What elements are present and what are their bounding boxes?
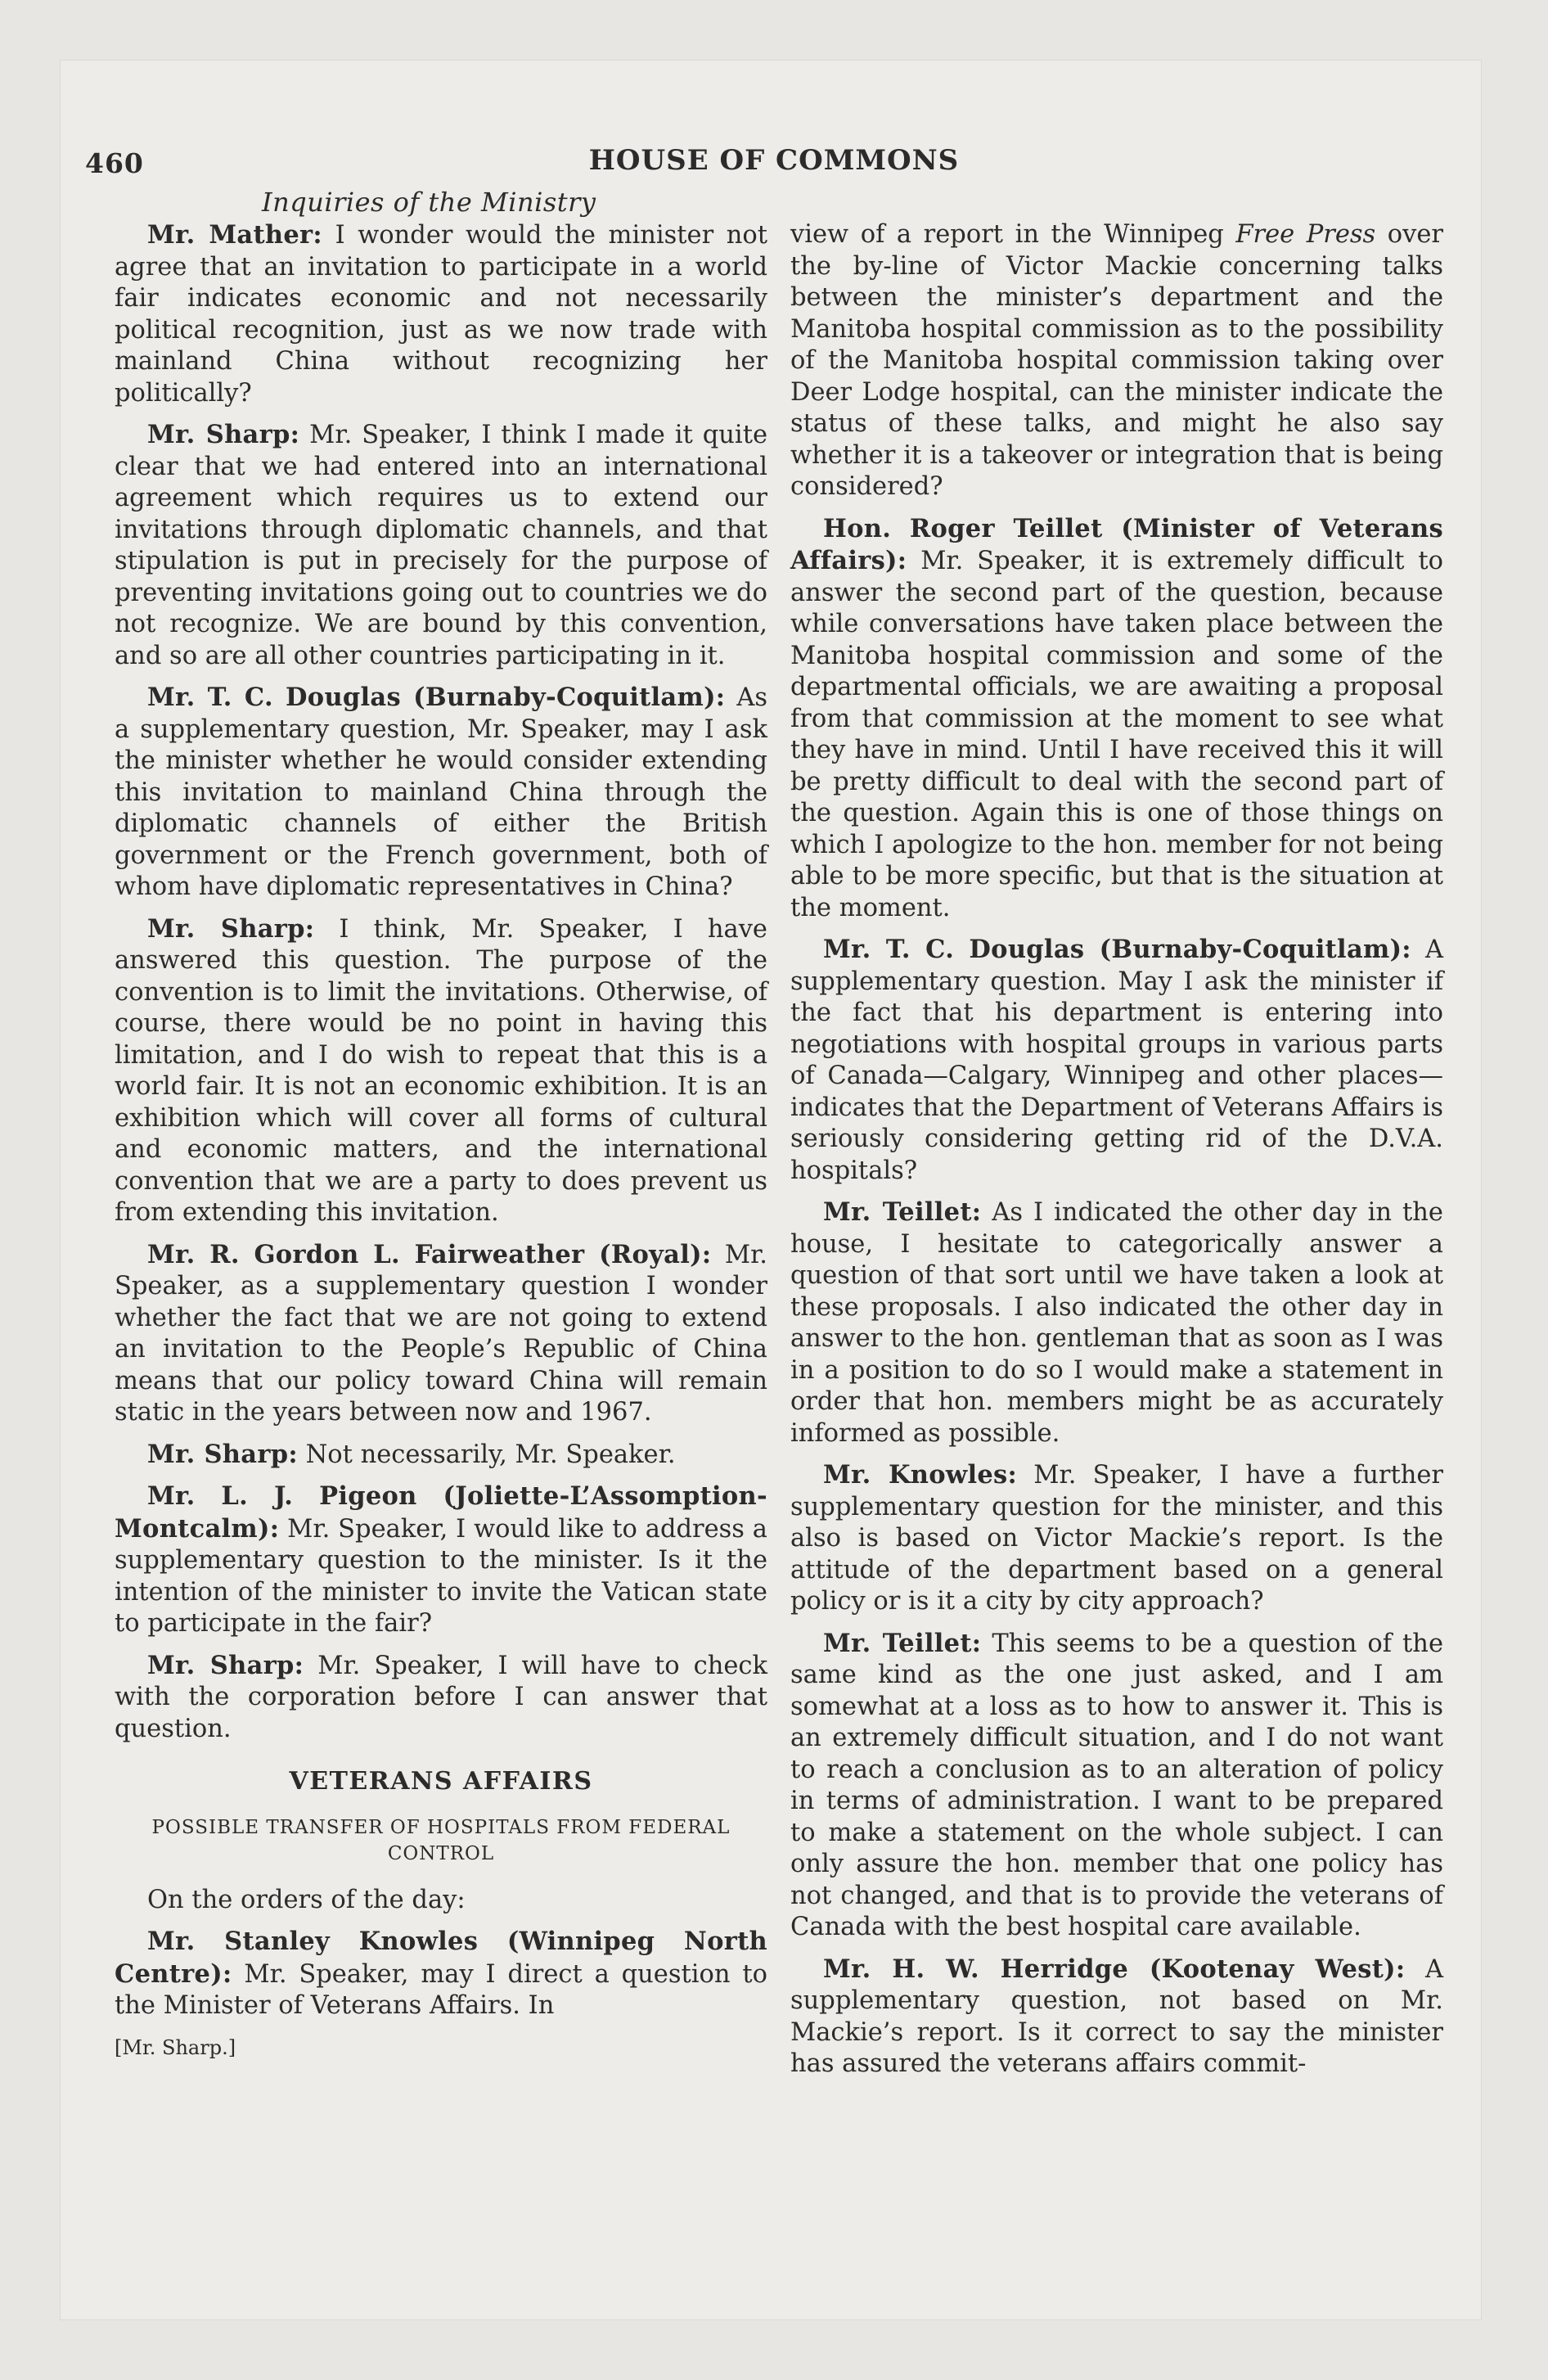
paragraph	[790, 219, 1443, 503]
paragraph	[790, 513, 1443, 925]
speech-text: A supplementary question, not based on Mr. Mackie’s report. Is it correct to say the minister has assured the veterans affairs commit-	[790, 1954, 1443, 2078]
speaker-name: Mr. R. Gordon L. Fairweather (Royal):	[147, 1239, 712, 1269]
paragraph	[115, 682, 767, 904]
speaker-name: Mr. T. C. Douglas (Burnaby-Coquitlam):	[823, 935, 1411, 964]
speech-text: Mr. Speaker, it is extremely difficult to answer the second part of the question, because while conversations have taken place between the Manitoba hospital commission and some of the departmental officials, we are awaiting a proposal from that commission at the moment to see what they have in mind. Until I have received this it will be pretty difficult to deal with the second part of the question. Again this is one of those things on which I apologize to the hon. member for not being able to be more specific, but that is the situation at the moment.	[790, 547, 1443, 922]
speech-text: Mr. Speaker, I think I made it quite clear that we had entered into an international agreement which requires us to extend our invitations through diplomatic channels, and that stipulation is put in precisely for the purpose of preventing invitations going out to countries we do not recognize. We are bound by this convention, and so are all other countries participating in it.	[115, 421, 767, 670]
speaker-name: Mr. Mather:	[147, 220, 322, 250]
paragraph	[790, 934, 1443, 1187]
speech-text: Mr. Speaker, may I direct a question to the Minister of Veterans Affairs. In	[115, 1959, 767, 2020]
orders-of-the-day: On the orders of the day:	[147, 1885, 466, 1914]
paragraph	[115, 1239, 767, 1429]
speaker-name: Mr. T. C. Douglas (Burnaby-Coquitlam):	[147, 683, 726, 712]
speech-text: I wonder would the minister not agree that an invitation to participate in a world fair indicates economic and not necessarily political recognition, just as we now trade with mainland China without recognizing her politically?	[115, 221, 768, 408]
speaker-name: Mr. Sharp:	[147, 420, 300, 449]
speaker-name: Mr. Stanley Knowles (Winnipeg North Centre):	[115, 1927, 767, 1989]
speaker-name: Mr. Sharp:	[147, 1650, 304, 1680]
speaker-name: Mr. L. J. Pigeon (Joliette-L’Assomption-Montcalm):	[115, 1481, 767, 1544]
speaker-name: Mr. Teillet:	[823, 1628, 982, 1658]
paragraph	[115, 1926, 767, 2022]
speech-text: over the by-line of Victor Mackie concerning talks between the minister’s department and the Manitoba hospital commission as to the possibility of the Manitoba hospital commission taking over Deer Lodge hospital, can the minister indicate the status of these talks, and might he also say whether it is a takeover or integration that is being considered?	[790, 220, 1444, 501]
paragraph	[115, 219, 767, 409]
speech-text: Mr. Speaker, I would like to address a supplementary question to the minister. Is it the intention of the minister to invite the Vatican state to participate in the fair?	[115, 1514, 767, 1638]
speech-text: view of a report in the Winnipeg	[790, 220, 1236, 249]
page-number: 460	[85, 147, 144, 179]
paragraph	[115, 1439, 767, 1472]
speaker-name: Mr. H. W. Herridge (Kootenay West):	[823, 1954, 1406, 1984]
speaker-name: Mr. Sharp:	[147, 1439, 298, 1469]
paragraph	[790, 1459, 1443, 1618]
left-column	[115, 219, 767, 2073]
paragraph	[790, 1954, 1443, 2080]
section-heading: VETERANS AFFAIRS	[289, 1767, 593, 1796]
speech-text: This seems to be a question of the same kind as the one just asked, and I am somewhat at a loss as to how to answer it. This is an extremely difficult situation, and I do not want to reach a conclusion as to an alteration of policy in terms of administration. I want to be prepared to make a statement on the whole subject. I can only assure the hon. member that one policy has not changed, and that is to provide the veterans of Canada with the best hospital care available.	[790, 1629, 1443, 1941]
speech-text: A supplementary question. May I ask the minister if the fact that his department is entering into negotiations with hospital groups in various parts of Canada—Calgary, Winnipeg and other places—indicates that the Department of Veterans Affairs is seriously considering getting rid of the D.V.A. hospitals?	[790, 935, 1444, 1185]
right-column	[790, 219, 1443, 2090]
speech-text: As a supplementary question, Mr. Speaker, may I ask the minister whether he would consider extending this invitation to mainland China through the diplomatic channels of either the British government or the French government, both of whom have diplomatic representatives in China?	[115, 683, 768, 901]
paragraph	[115, 419, 767, 672]
subsection-heading: POSSIBLE TRANSFER OF HOSPITALS FROM FEDERAL CONTROL	[151, 1816, 731, 1864]
footer-note: [Mr. Sharp.]	[115, 2035, 236, 2059]
speech-text: Mr. Speaker, I have a further supplementary question for the minister, and this also is based on Victor Mackie’s report. Is the attitude of the department based on a general policy or is it a city by city approach?	[790, 1461, 1443, 1616]
paragraph	[790, 1197, 1443, 1449]
speech-text: I think, Mr. Speaker, I have answered this question. The purpose of the convention is to limit the invitations. Otherwise, of course, there would be no point in having this limitation, and I do wish to repeat that this is a world fair. It is not an economic exhibition. It is an exhibition which will cover all forms of cultural and economic matters, and the international convention that we are a party to does prevent us from extending this invitation.	[115, 914, 767, 1227]
running-head: HOUSE OF COMMONS	[588, 144, 960, 177]
speech-text: Mr. Speaker, as a supplementary question I wonder whether the fact that we are not going to extend an invitation to the People’s Republic of China means that our policy toward China will remain static in the years between now and 1967.	[115, 1240, 767, 1427]
speech-text: As I indicated the other day in the house, I hesitate to categorically answer a question of that sort until we have taken a look at these proposals. I also indicated the other day in answer to the hon. gentleman that as soon as I was in a position to do so I would make a statement in order that hon. members might be as accurately informed as possible.	[790, 1198, 1443, 1448]
section-tag: Inquiries of the Ministry	[262, 187, 596, 218]
newspaper-title: Free Press	[1235, 220, 1376, 249]
paragraph	[115, 1481, 767, 1640]
speaker-name: Mr. Knowles:	[823, 1460, 1018, 1490]
speaker-name: Mr. Teillet:	[823, 1197, 982, 1227]
paragraph	[115, 913, 767, 1229]
speech-text: Mr. Speaker, I will have to check with the corporation before I can answer that question.	[115, 1651, 767, 1743]
paragraph	[115, 1650, 767, 1746]
speech-text: Not necessarily, Mr. Speaker.	[297, 1440, 676, 1469]
speaker-name: Hon. Roger Teillet (Minister of Veterans Affairs):	[790, 513, 1443, 575]
speaker-name: Mr. Sharp:	[147, 913, 315, 944]
paragraph	[790, 1628, 1443, 1944]
